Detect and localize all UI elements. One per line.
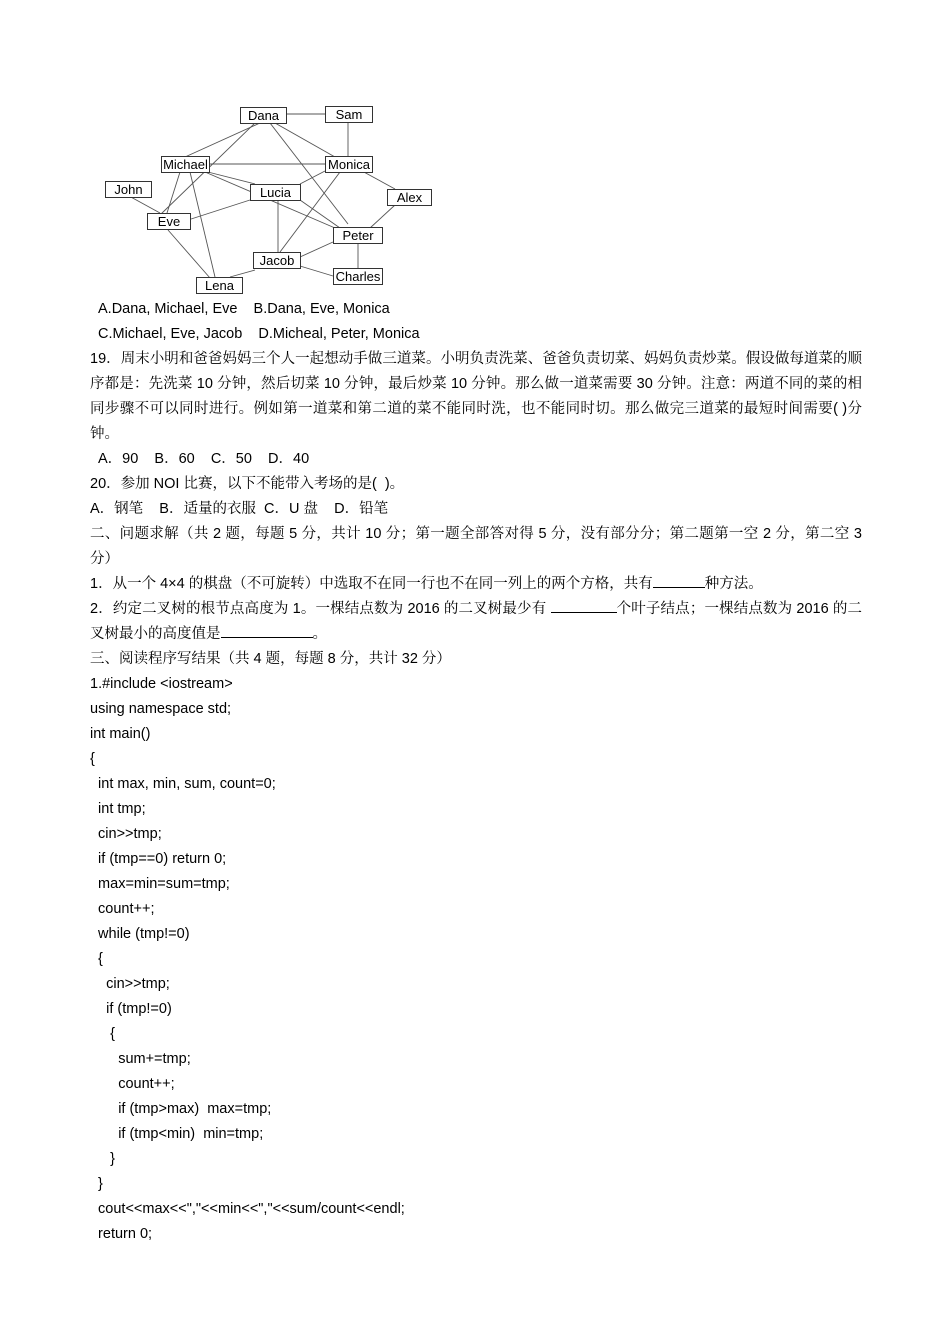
edge-lucia-peter [300, 200, 340, 228]
code-line: { [90, 951, 103, 967]
problem1-answer-blank[interactable] [653, 573, 705, 588]
code-line: 1.#include <iostream> [90, 676, 233, 692]
q18-options-line1: A.Dana, Michael, Eve B.Dana, Eve, Monica [98, 301, 390, 317]
section2-problem1 [90, 572, 763, 597]
node-alex: Alex [387, 189, 432, 206]
node-michael: Michael [161, 156, 210, 173]
problem1-text-a: 1．从一个 4×4 的棋盘（不可旋转）中选取不在同一行也不在同一列上的两个方格，共有 [90, 576, 653, 592]
edge-john-eve [129, 196, 160, 213]
code-line: cout<<max<<","<<min<<","<<sum/count<<endl; [90, 1201, 405, 1217]
code-line: while (tmp!=0) [90, 926, 190, 942]
code-line: if (tmp<min) min=tmp; [90, 1126, 264, 1142]
code-line: int main() [90, 726, 151, 742]
section2-title: 二、问题求解（共 2 题，每题 5 分，共计 10 分；第一题全部答对得 5 分，没有部分分；第二题第一空 2 分，第二空 3 分） [90, 526, 862, 567]
node-jacob: Jacob [253, 252, 301, 269]
q20-options: A．钢笔 B．适量的衣服 C．U 盘 D．铅笔 [90, 501, 389, 517]
code-line: sum+=tmp; [90, 1051, 191, 1067]
code-line: using namespace std; [90, 701, 232, 717]
q20-text: 20．参加 NOI 比赛，以下不能带入考场的是( )。 [90, 476, 405, 492]
edge-dana-michael [185, 123, 260, 157]
code-line: if (tmp>max) max=tmp; [90, 1101, 272, 1117]
edge-dana-peter [270, 123, 348, 224]
social-graph-figure [100, 100, 440, 300]
problem2-text-b: 个叶子结点；一棵结点数为 2016 的二叉树最小的高度值是 [90, 601, 862, 642]
node-john: John [105, 181, 152, 198]
code-line: int max, min, sum, count=0; [90, 776, 276, 792]
edge-michael-eve [167, 172, 180, 213]
edge-dana-monica [275, 123, 335, 157]
edge-monica-alex [362, 171, 395, 189]
edge-lena-jacob [230, 270, 255, 277]
edge-jacob-charles [300, 266, 333, 276]
problem2-text-a: 2．约定二叉树的根节点高度为 1。一棵结点数为 2016 的二叉树最少有 [90, 601, 551, 617]
q19-text: 19．周末小明和爸爸妈妈三个人一起想动手做三道菜。小明负责洗菜、爸爸负责切菜、妈妈负责炒菜。假设做每道菜的顺序都是：先洗菜 10 分钟，然后切菜 10 分钟，最后炒菜 10 分钟。那么做一道菜需要 30 分钟。注意：两道不同的菜的相同步骤不可以同时进行。例如第一道菜和第二道的菜不能同时洗，也不能同时切。那么做完三道菜的最短时间需要( )分钟。 [90, 351, 862, 442]
edge-jacob-peter [300, 242, 333, 257]
code-line: if (tmp!=0) [90, 1001, 172, 1017]
q18-options-line2: C.Michael, Eve, Jacob D.Micheal, Peter, Monica [98, 326, 420, 342]
code-line: } [90, 1176, 103, 1192]
code-line: max=min=sum=tmp; [90, 876, 230, 892]
node-charles: Charles [333, 268, 383, 285]
section3-title: 三、阅读程序写结果（共 4 题，每题 8 分，共计 32 分） [90, 651, 451, 667]
edge-eve-lena [168, 230, 210, 278]
code-line: if (tmp==0) return 0; [90, 851, 227, 867]
q19-options: A．90 B．60 C．50 D．40 [98, 451, 310, 467]
code-line: count++; [90, 901, 155, 917]
node-eve: Eve [147, 213, 191, 230]
edge-michael-lena [190, 172, 215, 277]
code-line: return 0; [90, 1226, 153, 1242]
code-line: cin>>tmp; [90, 976, 170, 992]
node-dana: Dana [240, 107, 287, 124]
code-line: } [90, 1151, 115, 1167]
problem1-text-b: 种方法。 [704, 576, 763, 592]
problem2-text-c: 。 [312, 626, 327, 642]
node-lena: Lena [196, 277, 243, 294]
code-line: count++; [90, 1076, 175, 1092]
code-line: cin>>tmp; [90, 826, 162, 842]
code-line: { [90, 751, 95, 767]
node-lucia: Lucia [250, 184, 301, 201]
code-line: int tmp; [90, 801, 146, 817]
edge-alex-peter [370, 205, 395, 228]
problem2-answer-blank-2[interactable] [221, 623, 313, 638]
code-line: { [90, 1026, 115, 1042]
section2-problem2 [90, 597, 862, 647]
problem2-answer-blank-1[interactable] [551, 598, 617, 613]
node-monica: Monica [325, 156, 373, 173]
node-sam: Sam [325, 106, 373, 123]
node-peter: Peter [333, 227, 383, 244]
edge-monica-lucia [300, 171, 325, 184]
